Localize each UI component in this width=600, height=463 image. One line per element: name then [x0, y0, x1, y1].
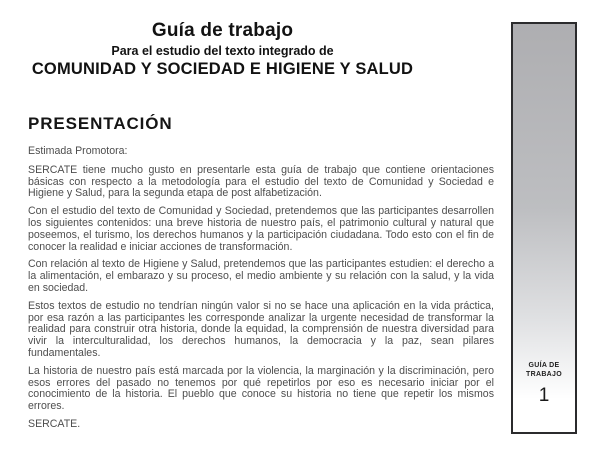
- page-number: 1: [538, 385, 550, 406]
- paragraph-5: La historia de nuestro país está marcada por la violencia, la marginación y la discriminación, pero esos errores del pasado no tenemos por qué repetirlos por eso es necesario iniciar por el conocimiento de la historia. El pueblo que conoce su historia no tiene que repetir los mismos errores.: [28, 364, 494, 413]
- signature: SERCATE.: [28, 417, 81, 430]
- doc-title: Guía de trabajo: [151, 20, 294, 41]
- paragraph-3: Con relación al texto de Higiene y Salud, pretendemos que las participantes estudien: el derecho a la alimentación, el embarazo y su proceso, el medio ambiente y su relación con la salud, y la vida en sociedad.: [28, 258, 494, 294]
- paragraph-2: Con el estudio del texto de Comunidad y Sociedad, pretendemos que las participantes desarrollen los siguientes contenidos: una breve historia de nuestro país, el patrimonio cultural y natural que poseemos, el turismo, los derechos humanos y la participación ciudadana. Todo esto con el fin de conocer la realidad e iniciar acciones de transformación.: [28, 205, 494, 253]
- tab-label-line1: GUÍA DE: [528, 361, 560, 369]
- salutation: Estimada Promotora:: [28, 145, 128, 157]
- paragraph-4: Estos textos de estudio no tendrían ningún valor si no se hace una aplicación en la vida práctica, por esa razón a las participantes les corresponde analizar la urgente necesidad de transformar la realidad para construir otra historia, donde la equidad, la comprensión de nuestra diversidad para vivir la interculturalidad, los derechos humanos, la democracia y la paz, sean pilares fundamentales.: [28, 299, 494, 359]
- paragraph-1: SERCATE tiene mucho gusto en presentarle esta guía de trabajo que contiene orientaciones básicas con respecto a la metodología para el estudio del texto de Comunidad y Sociedad e Higiene y Salud, para la segunda etapa de post alfabetización.: [28, 163, 494, 200]
- doc-subtitle: Para el estudio del texto integrado de: [111, 43, 334, 58]
- tab-label: [526, 361, 562, 379]
- document-header: [0, 20, 445, 78]
- tab-label-line2: TRABAJO: [526, 370, 562, 378]
- section-heading: PRESENTACIÓN: [28, 114, 173, 133]
- doc-course-title: COMUNIDAD Y SOCIEDAD E HIGIENE Y SALUD: [31, 59, 414, 78]
- document-body: [28, 114, 494, 431]
- page-tab: [511, 22, 577, 434]
